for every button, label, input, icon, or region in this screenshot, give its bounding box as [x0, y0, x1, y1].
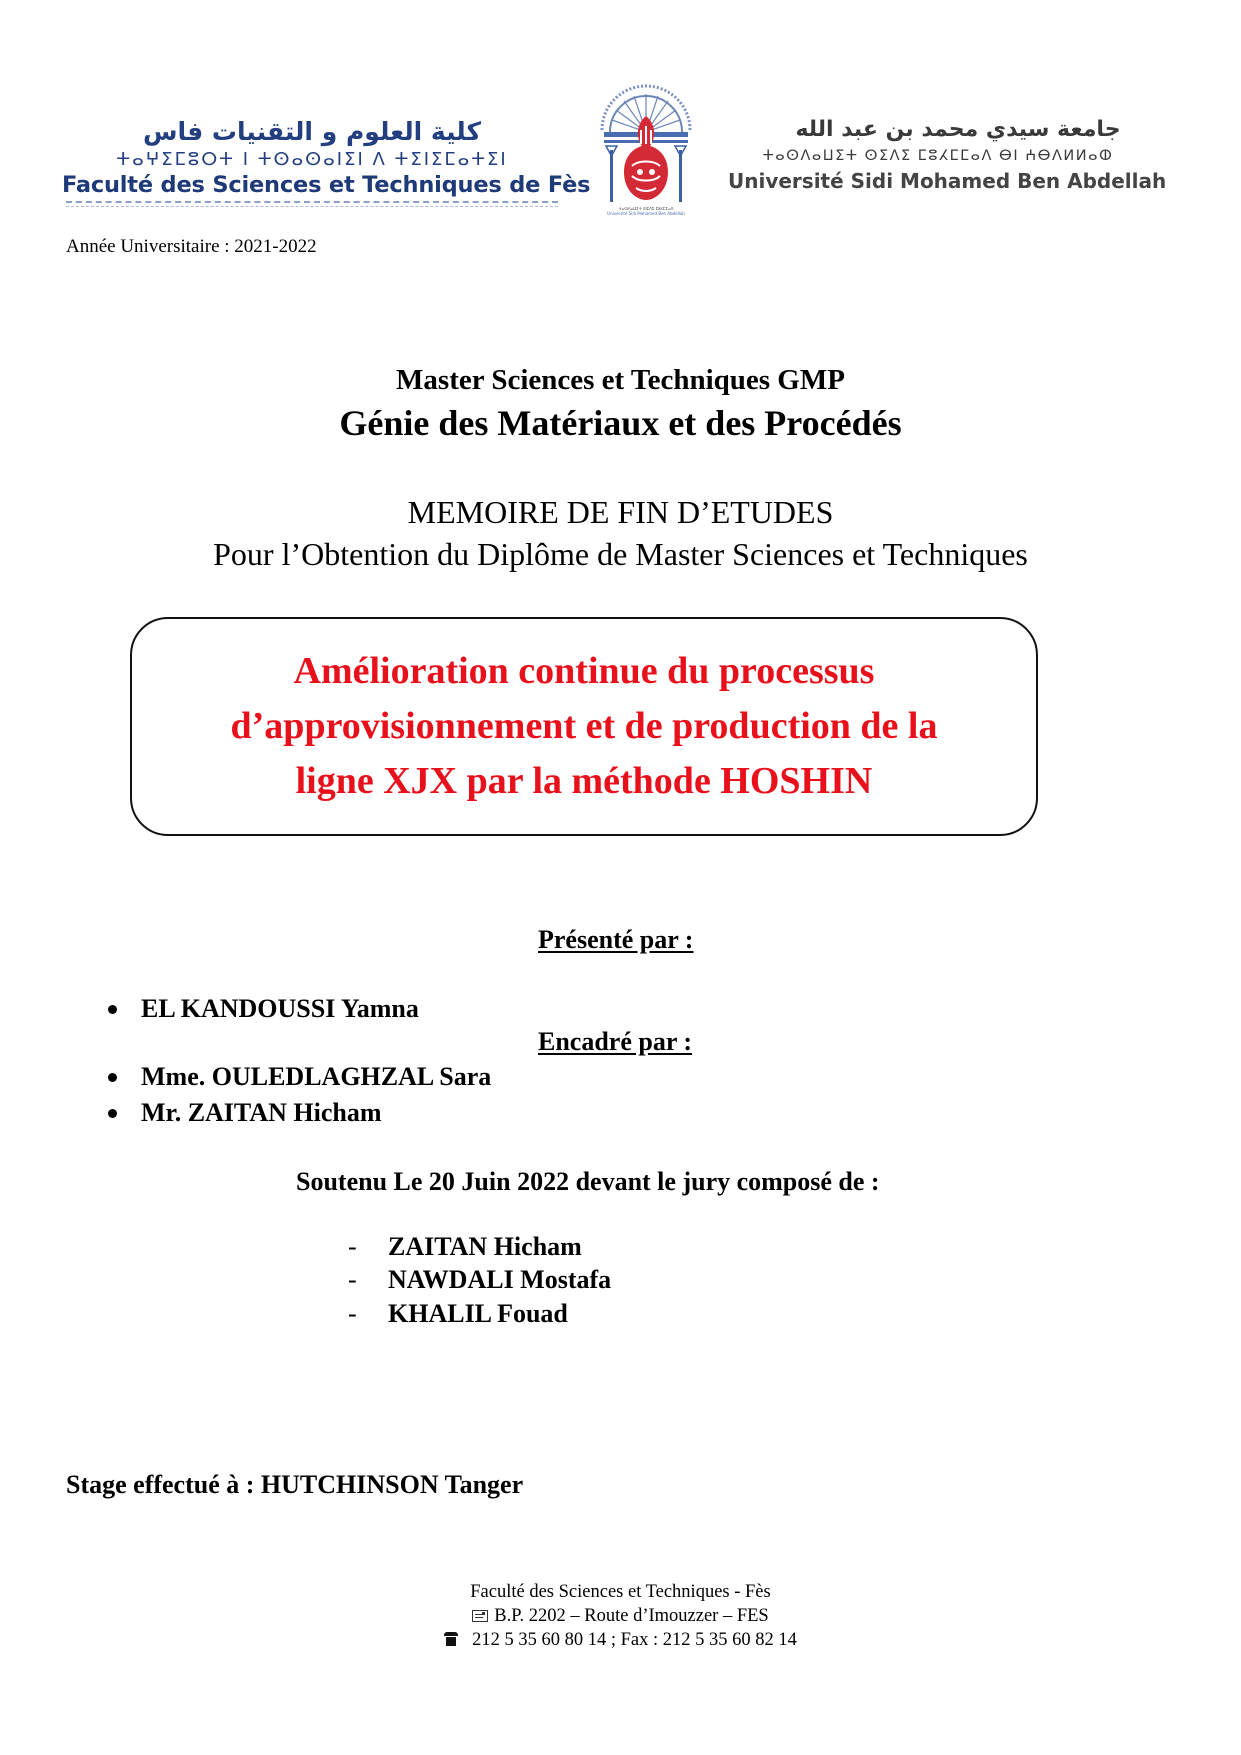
supervisor-item	[104, 1062, 491, 1092]
footer-phone-fax: 212 5 35 60 80 14 ; Fax : 212 5 35 60 82 14	[472, 1630, 797, 1650]
bullet-icon	[108, 1073, 117, 1082]
dash-bullet: -	[348, 1299, 357, 1328]
supervisor-name: Mr. ZAITAN Hicham	[141, 1098, 382, 1127]
thesis-title-line-1: Amélioration continue du processus	[293, 650, 875, 692]
jury-member-name: NAWDALI Mostafa	[388, 1265, 612, 1294]
fst-logo-arabic: كلية العلوم و التقنيات فاس	[142, 117, 482, 146]
fst-logo	[62, 115, 591, 207]
footer-address	[0, 1604, 1241, 1628]
svg-text:ⵜⴰⵙⴷⴰⵡⵉⵜ ⵙⵉⴷⵉ ⵎⵓⵃⵎⵎⴰⴷ: ⵜⴰⵙⴷⴰⵡⵉⵜ ⵙⵉⴷⵉ ⵎⵓⵃⵎⵎⴰⴷ	[618, 206, 674, 211]
presented-by-label: Présenté par :	[538, 925, 694, 954]
supervisor-name: Mme. OULEDLAGHZAL Sara	[141, 1062, 492, 1091]
jury-member	[348, 1299, 568, 1329]
program-master: Master Sciences et Techniques GMP	[396, 364, 845, 396]
fst-logo-rule	[66, 201, 558, 207]
thesis-title-line-2: d’approvisionnement et de production de la	[230, 705, 938, 747]
footer-address-text: B.P. 2202 – Route d’Imouzzer – FES	[494, 1606, 769, 1626]
thesis-title	[231, 644, 938, 809]
memoire-heading: MEMOIRE DE FIN D’ETUDES	[407, 494, 834, 530]
thesis-title-box	[130, 617, 1038, 836]
memoire-subheading: Pour l’Obtention du Diplôme de Master Sciences et Techniques	[213, 536, 1028, 572]
jury-member-name: KHALIL Fouad	[388, 1299, 568, 1328]
emblem-caption: Université Sidi Mohamed Ben Abdellah	[607, 211, 685, 216]
jury-member-name: ZAITAN Hicham	[388, 1232, 582, 1261]
dash-bullet: -	[348, 1232, 357, 1261]
fst-logo-tifinagh: ⵜⴰⵖⵉⵎⵓⵔⵜ ⵏ ⵜⵙⴰⵙⴰⵏⵉⵏ ⴷ ⵜⵉⵏⵉⵎⴰⵜⵉⵏ	[116, 149, 508, 170]
supervised-by-label: Encadré par :	[538, 1027, 693, 1056]
phone-icon	[444, 1632, 458, 1646]
usmba-logo-tifinagh: ⵜⴰⵙⴷⴰⵡⵉⵜ ⵙⵉⴷⵉ ⵎⵓⵃⵎⵎⴰⴷ ⴱⵏ ⵄⴱⴷⵍⵍⴰⵀ	[762, 148, 1114, 164]
usmba-logo	[728, 115, 1167, 195]
mail-icon	[472, 1610, 488, 1622]
footer-institution: Faculté des Sciences et Techniques - Fès	[470, 1582, 771, 1602]
bullet-icon	[108, 1005, 117, 1014]
jury-member	[348, 1265, 611, 1295]
academic-year: Année Universitaire : 2021-2022	[66, 236, 317, 257]
presenter-name: EL KANDOUSSI Yamna	[141, 994, 419, 1023]
jury-member	[348, 1232, 582, 1262]
thesis-title-line-3: ligne XJX par la méthode HOSHIN	[295, 760, 873, 802]
internship-location: Stage effectué à : HUTCHINSON Tanger	[66, 1470, 524, 1499]
program-specialty: Génie des Matériaux et des Procédés	[339, 403, 902, 443]
dash-bullet: -	[348, 1265, 357, 1294]
presenter-item	[104, 994, 419, 1024]
fst-logo-french: Faculté des Sciences et Techniques de Fès	[62, 172, 591, 198]
supervisor-item	[104, 1098, 382, 1128]
usmba-logo-arabic: جامعة سيدي محمد بن عبد الله	[795, 117, 1121, 142]
defense-statement: Soutenu Le 20 Juin 2022 devant le jury composé de :	[296, 1167, 880, 1196]
bullet-icon	[108, 1109, 117, 1118]
university-emblem-icon	[596, 74, 696, 216]
footer-contact	[0, 1628, 1241, 1652]
usmba-logo-french: Université Sidi Mohamed Ben Abdellah	[728, 169, 1167, 193]
